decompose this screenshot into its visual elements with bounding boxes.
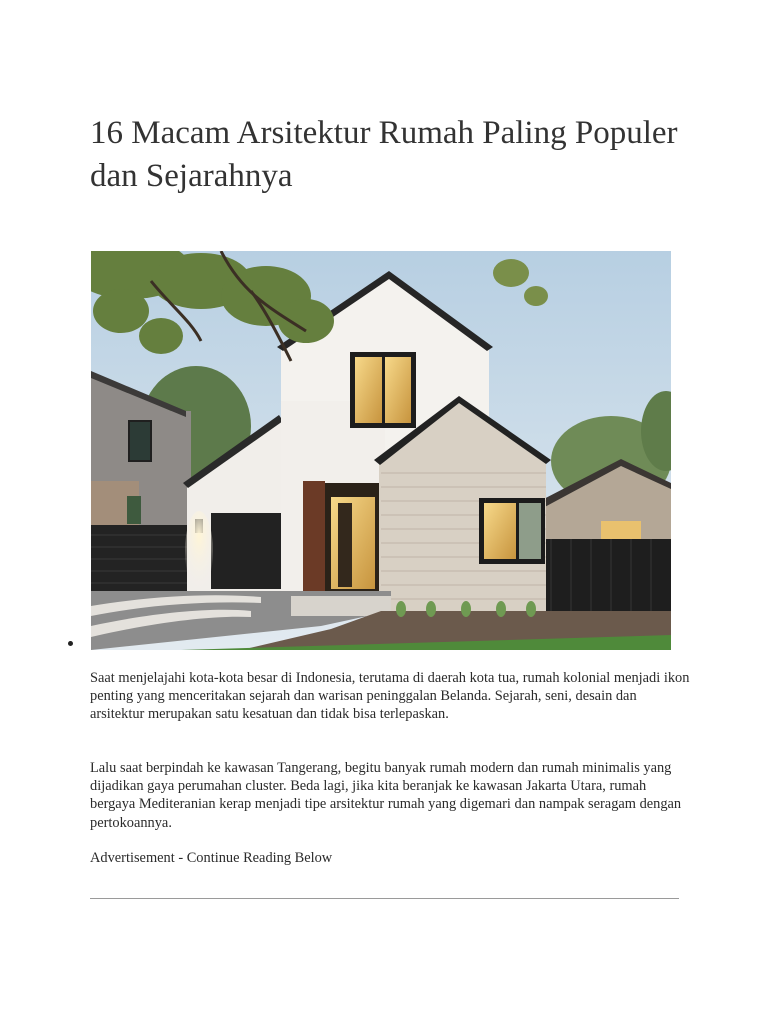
advertisement-label: Advertisement - Continue Reading Below (90, 850, 333, 866)
page-title: 16 Macam Arsitektur Rumah Paling Populer dan Sejarahnya (90, 115, 678, 194)
article-paragraph: Lalu saat berpindah ke kawasan Tangerang, begitu banyak rumah modern dan rumah minimalis yang dijadikan gaya perumahan cluster. Beda lagi, jika kita beranjak ke kawasan Jakarta Utara, rumah bergaya Mediteranian kerap menjadi tipe arsitektur rumah yang digemari dan nampak seragam dengan pertokoannya. (90, 760, 682, 831)
garage-door (211, 513, 287, 589)
house-illustration (91, 251, 671, 650)
list-bullet (68, 641, 73, 646)
fence-right (531, 539, 671, 611)
hero-house-photo (91, 251, 671, 650)
wood-cladding (303, 481, 325, 596)
divider (90, 898, 679, 899)
article-paragraph: Saat menjelajahi kota-kota besar di Indonesia, terutama di daerah kota tua, rumah kolonial menjadi ikon penting yang menceritakan sejarah dan warisan peninggalan Belanda. Sejarah, seni, desain dan arsitektur merupakan satu kesatuan dan tidak bisa terlepaskan. (90, 670, 690, 723)
